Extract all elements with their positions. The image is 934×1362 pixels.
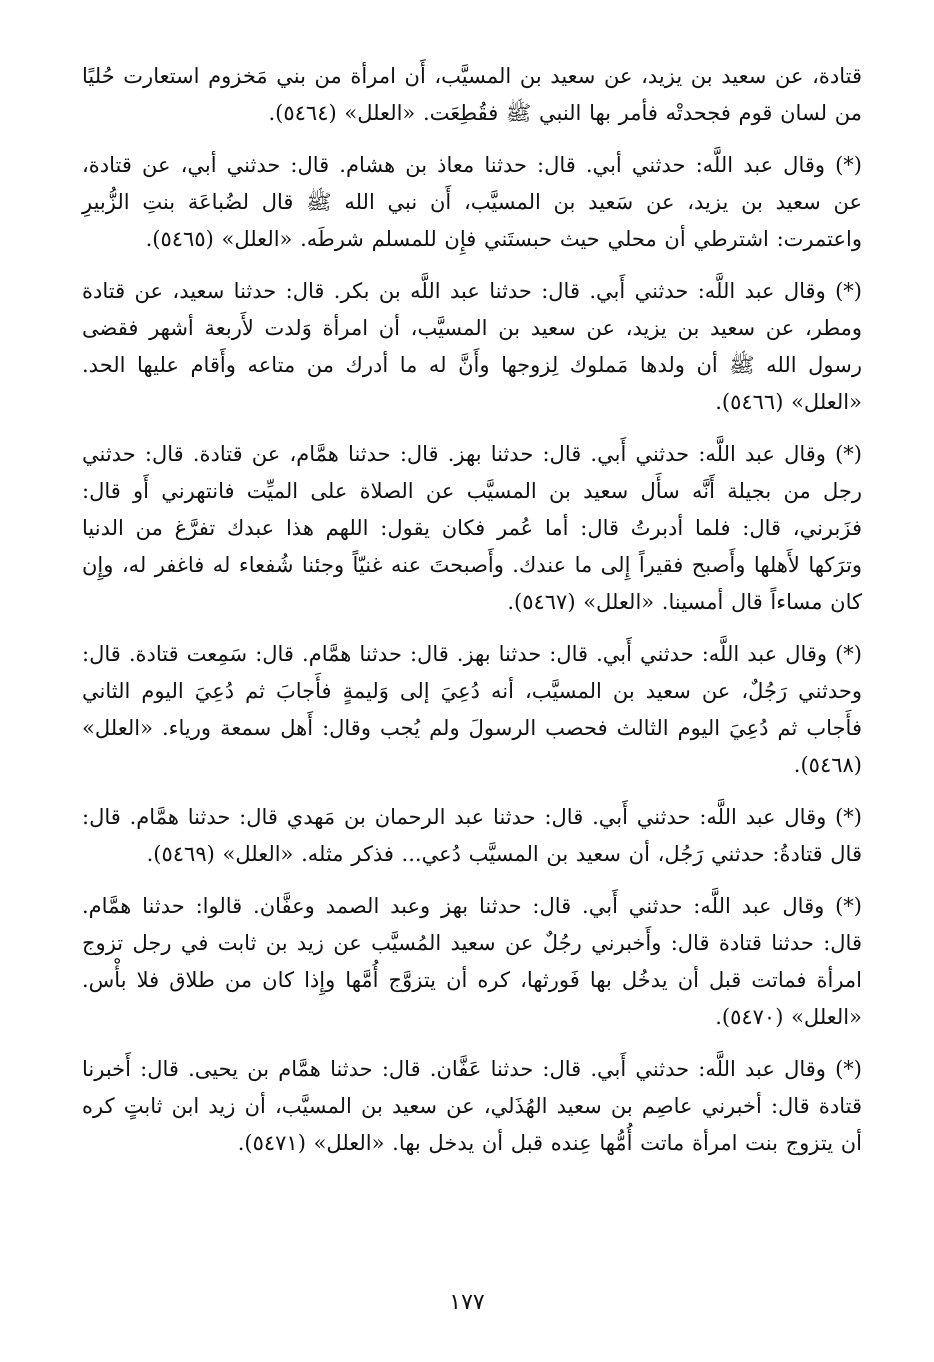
paragraph-5468: (*) وقال عبد اللَّه: حدثني أَبي. قال: حدثنا بهز. قال: حدثنا همَّام. قال: سَمِعت قتادة. قال: وحدثني رَجُلٌ، عن سعيد بن المسيَّب، أنه دُعِيَ إلى وَليمةٍ فأَجابَ ثم دُعِيَ اليوم الثاني فأَجاب ثم دُعِيَ اليوم الثالث فحصب الرسولَ ولم يُجب وقال: أَهل سمعة ورياء. «العلل» (٥٤٦٨). [82,642,862,777]
paragraph-5467: (*) وقال عبد اللَّه: حدثني أَبي. قال: حدثنا بهز. قال: حدثنا همَّام، عن قتادة. قال: حدثني رجل من بجيلة أَنَّه سأَل سعيد بن المسيَّب عن الصلاة على الميِّت فانتهرني أَو قال: فزَبرني، قال: فلما أدبرتُ قال: أما عُمر فكان يقول: اللهم هذا عبدك تفرَّغ من الدنيا وترَكها لأَهلها وأَصبح فقيراً إِلى ما عندك. وأَصبحتَ عنه غنيّاً وجئنا شُفعاء له فاغفر له، وإِن كان مساءاً قال أمسينا. «العلل» (٥٤٦٧). [82,442,862,614]
paragraph-5465: (*) وقال عبد اللَّه: حدثني أبي. قال: حدثنا معاذ بن هشام. قال: حدثني أبي، عن قتادة، عن سعيد بن يزيد، عن سَعيد بن المسيَّب، أَن نبي الله ﷺ قال لضُباعَة بنتِ الزُّبيرِ واعتمرت: اشترطي أن محلي حيث حبستَني فإِن للمسلم شرطَه. «العلل» (٥٤٦٥). [82,153,862,251]
paragraph-5466: (*) وقال عبد اللَّه: حدثني أَبي. قال: حدثنا عبد اللَّه بن بكر. قال: حدثنا سعيد، عن قتادة ومطر، عن سعيد بن يزيد، عن سعيد بن المسيَّب، أن امرأة وَلدت لأَربعة أشهر فقضى رسول الله ﷺ أن ولدها مَملوك لِزوجها وأَنَّ له ما أدرك من متاعه وأَقام عليها الحد. «العلل» (٥٤٦٦). [82,279,862,414]
page-number: ١٧٧ [449,1290,485,1315]
paragraph-5470: (*) وقال عبد اللَّه: حدثني أَبي. قال: حدثنا بهز وعبد الصمد وعفَّان. قالوا: حدثنا همَّام. قال: حدثنا قتادة قال: وأَخبرني رجُلٌ عن سعيد المُسيَّب عن زيد بن ثابت في رجل تزوج امرأة فماتت قبل أن يدخُل بها فَورثها، كره أن يتزوَّج أُمَّها وإِذا كان من طلاق فلا بأْس. «العلل» (٥٤٧٠). [82,894,862,1029]
paragraph-5469: (*) وقال عبد اللَّه: حدثني أَبي. قال: حدثنا عبد الرحمان بن مَهدي قال: حدثنا همَّام. قال: قال قتادةُ: حدثني رَجُل، أن سعيد بن المسيَّب دُعي... فذكر مثله. «العلل» (٥٤٦٩). [82,805,862,866]
paragraph-5471: (*) وقال عبد اللَّه: حدثني أَبي. قال: حدثنا عَفَّان. قال: حدثنا همَّام بن يحيى. قال: أَخبرنا قتادة قال: أخبرني عاصِم بن سعيد الهُذَلي، عن سعيد بن المسيَّب، أن زيد ابن ثابتٍ كره أن يتزوج بنت امرأة ماتت أُمُّها عِنده قبل أن يدخل بها. «العلل» (٥٤٧١). [82,1057,862,1155]
paragraph-5464: قتادة، عن سعيد بن يزيد، عن سعيد بن المسيَّب، أَن امرأة من بني مَخزوم استعارت حُليًا من لسان قوم فجحدتْه فأمر بها النبي ﷺ فقُطِعَت. «العلل» (٥٤٦٤). [82,64,862,125]
